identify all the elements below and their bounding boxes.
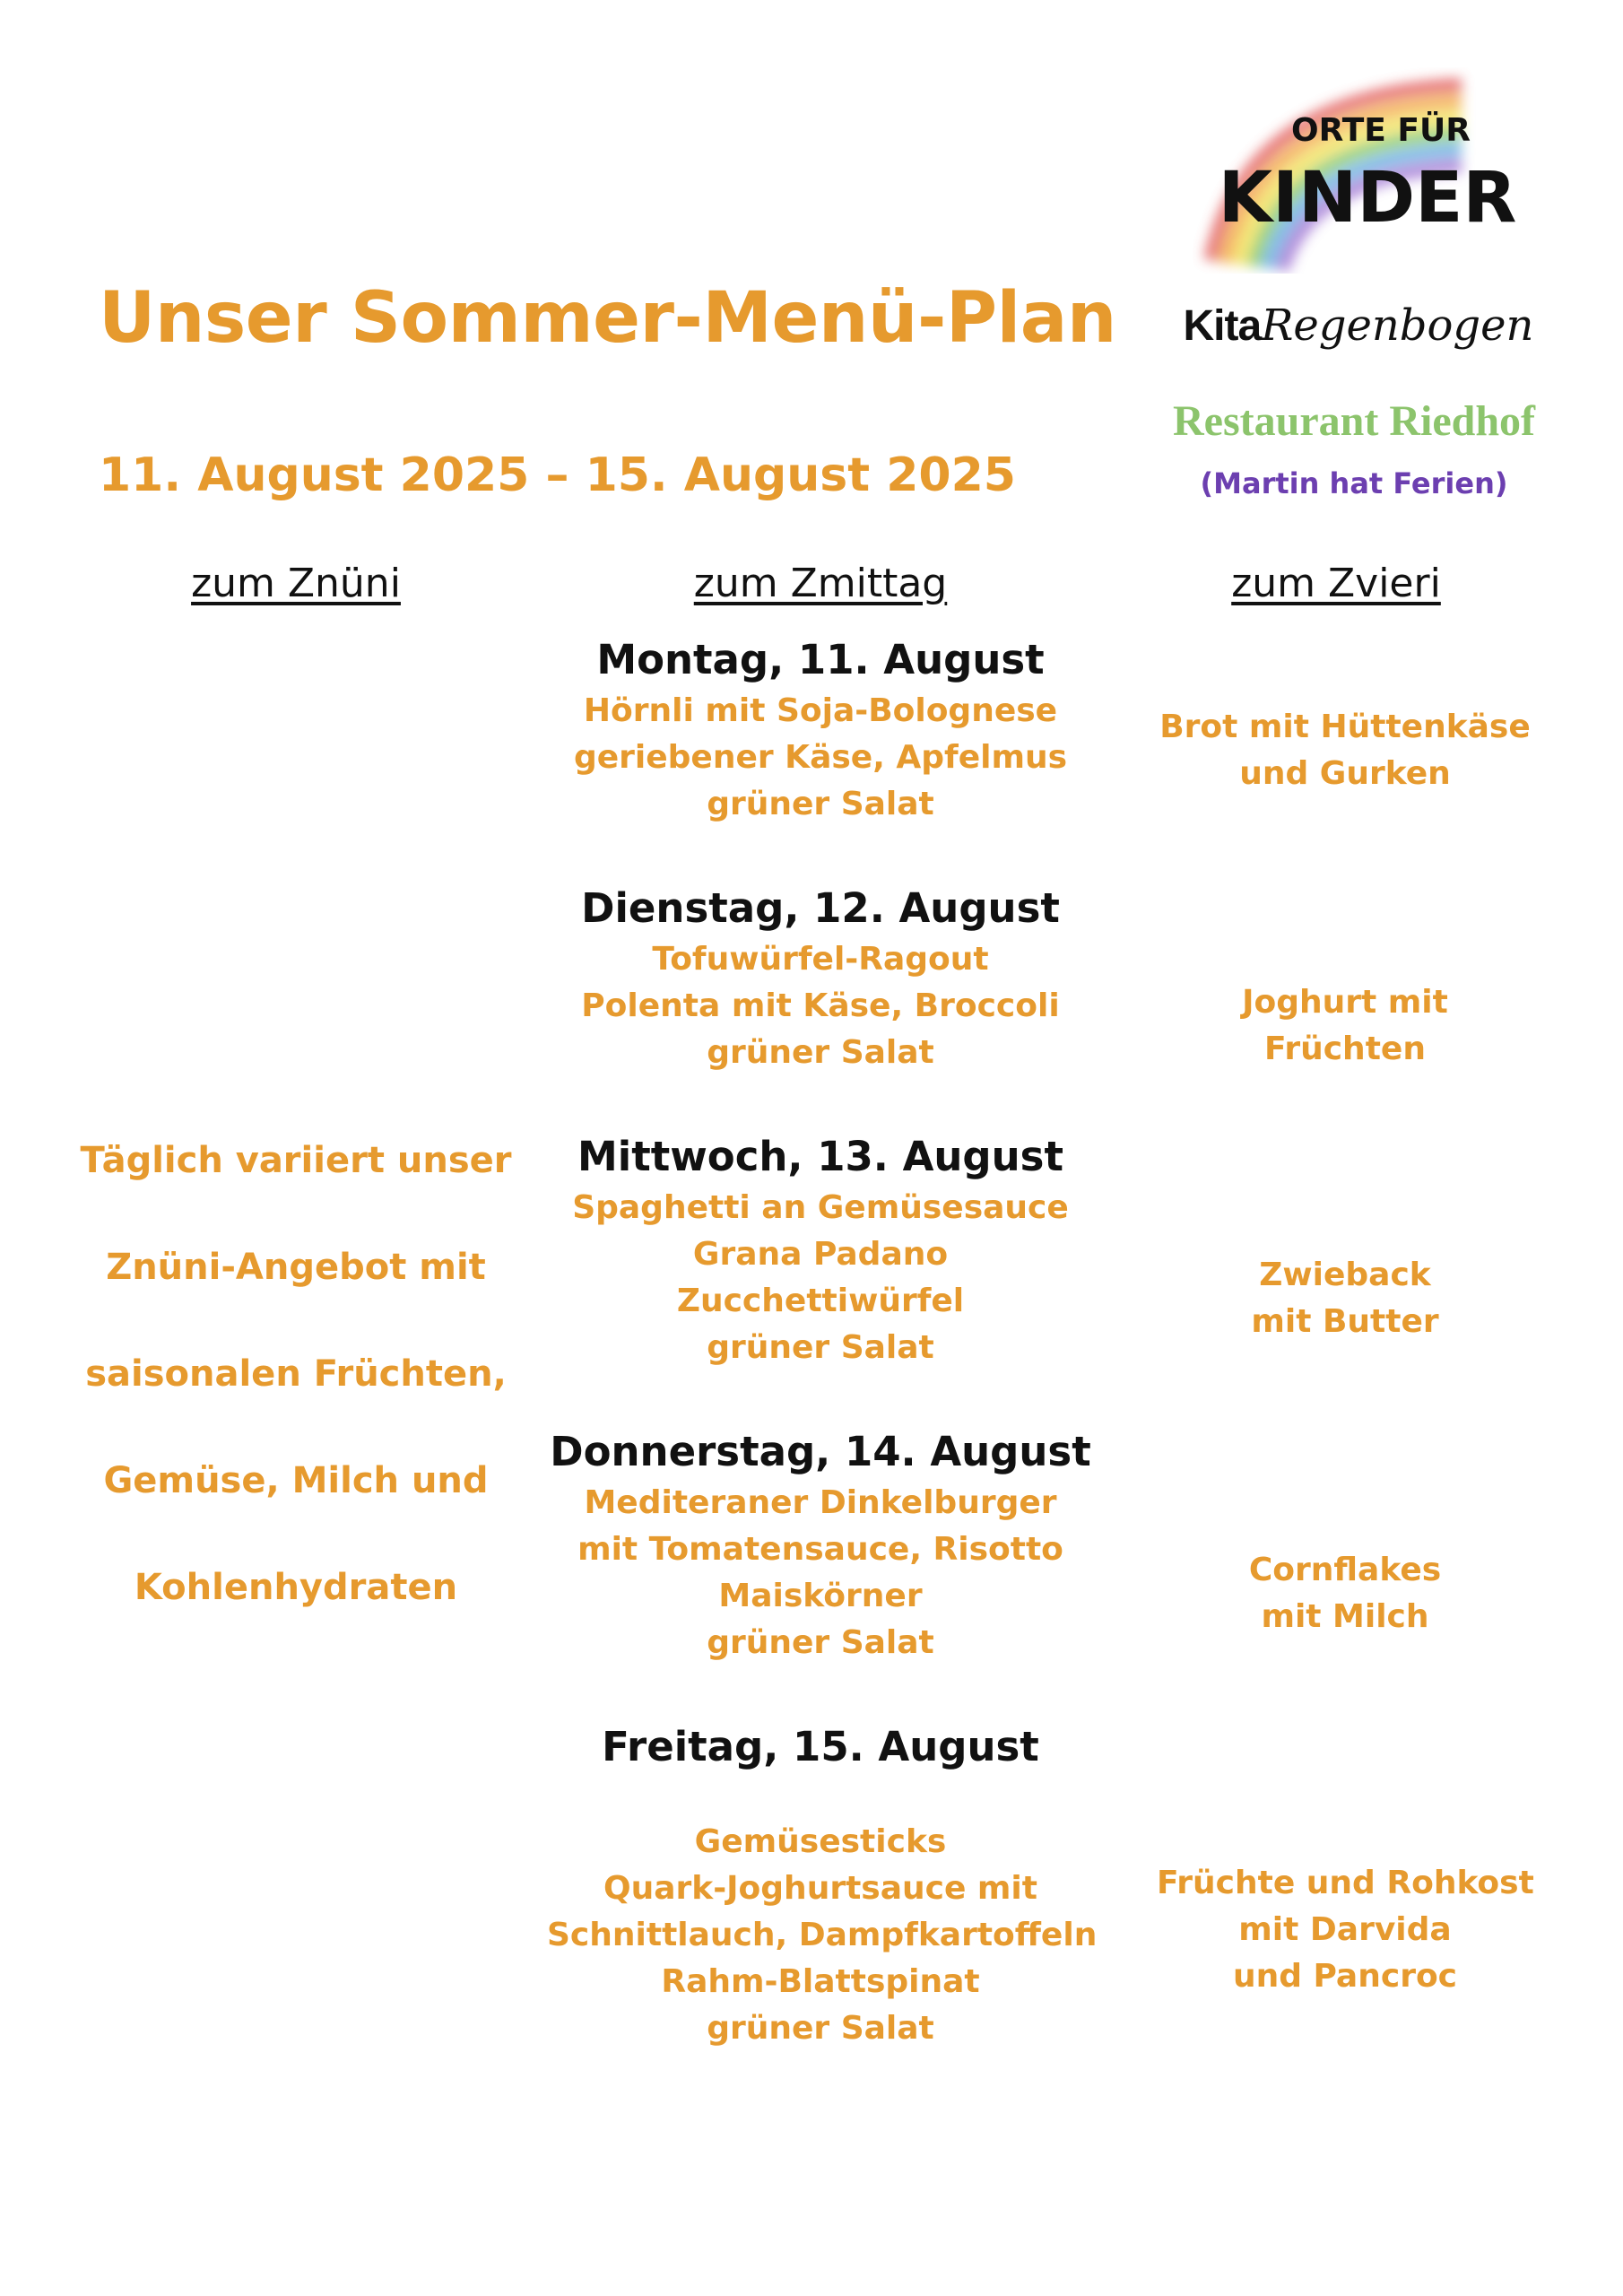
- column-heading-zmittag: zum Zmittag: [693, 561, 948, 606]
- menu-item: Polenta mit Käse, Broccoli: [581, 987, 1060, 1024]
- menu-item: Mediteraner Dinkelburger: [584, 1484, 1057, 1521]
- menu-item: mit Tomatensauce, Risotto: [577, 1531, 1063, 1568]
- kita-name-part1: Kita: [1183, 302, 1262, 350]
- menu-item: Gemüsesticks: [694, 1823, 947, 1860]
- menu-item: Quark-Joghurtsauce mit: [603, 1870, 1037, 1907]
- day-tuesday: [547, 881, 1094, 1076]
- kita-name-part2: Regenbogen: [1261, 300, 1534, 351]
- zvieri-tuesday: [1157, 979, 1533, 1073]
- menu-item: grüner Salat: [707, 1624, 934, 1661]
- zvieri-item: mit Butter: [1251, 1303, 1439, 1340]
- day-monday: [547, 632, 1094, 828]
- znueni-line: Täglich variiert unser: [80, 1140, 512, 1181]
- menu-item: Spaghetti an Gemüsesauce: [572, 1189, 1069, 1226]
- menu-item: Schnittlauch, Dampfkartoffeln: [547, 1917, 1098, 1953]
- znueni-line: saisonalen Früchten,: [85, 1353, 507, 1395]
- zvieri-wednesday: [1157, 1252, 1533, 1345]
- zvieri-item: und Pancroc: [1232, 1958, 1458, 1995]
- logo-line1: ORTE FÜR: [1291, 112, 1471, 149]
- zvieri-item: Brot mit Hüttenkäse: [1159, 709, 1531, 745]
- menu-item: grüner Salat: [707, 786, 934, 822]
- znueni-line: Znüni-Angebot mit: [106, 1247, 486, 1288]
- zvieri-item: Früchte und Rohkost: [1157, 1865, 1534, 1901]
- znueni-line: Kohlenhydraten: [134, 1567, 458, 1608]
- kita-name: [1170, 300, 1547, 351]
- menu-item: Grana Padano: [692, 1236, 949, 1273]
- menu-item: Zucchettiwürfel: [676, 1283, 965, 1319]
- zvieri-item: mit Darvida: [1238, 1911, 1452, 1948]
- day-name: Montag, 11. August: [596, 636, 1045, 683]
- day-friday: [547, 1719, 1094, 1775]
- orte-fuer-kinder-logo: [1193, 67, 1533, 274]
- menu-item: grüner Salat: [707, 1329, 934, 1366]
- znueni-line: Gemüse, Milch und: [103, 1460, 489, 1501]
- zvieri-item: Joghurt mit: [1242, 984, 1448, 1021]
- zvieri-item: Cornflakes: [1248, 1552, 1442, 1588]
- column-heading-znueni: zum Znüni: [191, 561, 401, 606]
- day-name: Dienstag, 12. August: [581, 884, 1060, 932]
- zvieri-monday: [1157, 704, 1533, 797]
- restaurant-note: (Martin hat Ferien): [1200, 466, 1508, 500]
- menu-item: grüner Salat: [707, 1034, 934, 1071]
- day-name: Freitag, 15. August: [602, 1723, 1039, 1770]
- zvieri-item: Früchten: [1264, 1031, 1426, 1067]
- zvieri-thursday: [1157, 1547, 1533, 1640]
- day-name: Mittwoch, 13. August: [577, 1133, 1063, 1180]
- date-range: 11. August 2025 – 15. August 2025: [99, 448, 1016, 502]
- day-wednesday: [547, 1129, 1094, 1371]
- logo-line2: KINDER: [1218, 158, 1517, 239]
- menu-item: Maiskörner: [718, 1578, 923, 1614]
- menu-item: geriebener Käse, Apfelmus: [573, 739, 1068, 776]
- znueni-description: [63, 1108, 529, 1641]
- zvieri-item: und Gurken: [1239, 755, 1451, 792]
- zvieri-friday: [1157, 1860, 1533, 2000]
- restaurant-name: Restaurant Riedhof: [1173, 397, 1535, 445]
- rainbow-icon: [1193, 67, 1533, 274]
- menu-item: Tofuwürfel-Ragout: [652, 941, 989, 978]
- day-thursday: [547, 1424, 1094, 1666]
- menu-item: Rahm-Blattspinat: [661, 1963, 980, 2000]
- day-friday-menu: [547, 1819, 1098, 2052]
- column-heading-zvieri: zum Zvieri: [1231, 561, 1441, 606]
- menu-item: Hörnli mit Soja-Bolognese: [583, 692, 1058, 729]
- zvieri-item: Zwieback: [1259, 1257, 1431, 1293]
- menu-item: grüner Salat: [707, 2010, 934, 2047]
- page-title: Unser Sommer-Menü-Plan: [99, 278, 1116, 359]
- day-name: Donnerstag, 14. August: [550, 1428, 1091, 1475]
- zvieri-item: mit Milch: [1261, 1598, 1429, 1635]
